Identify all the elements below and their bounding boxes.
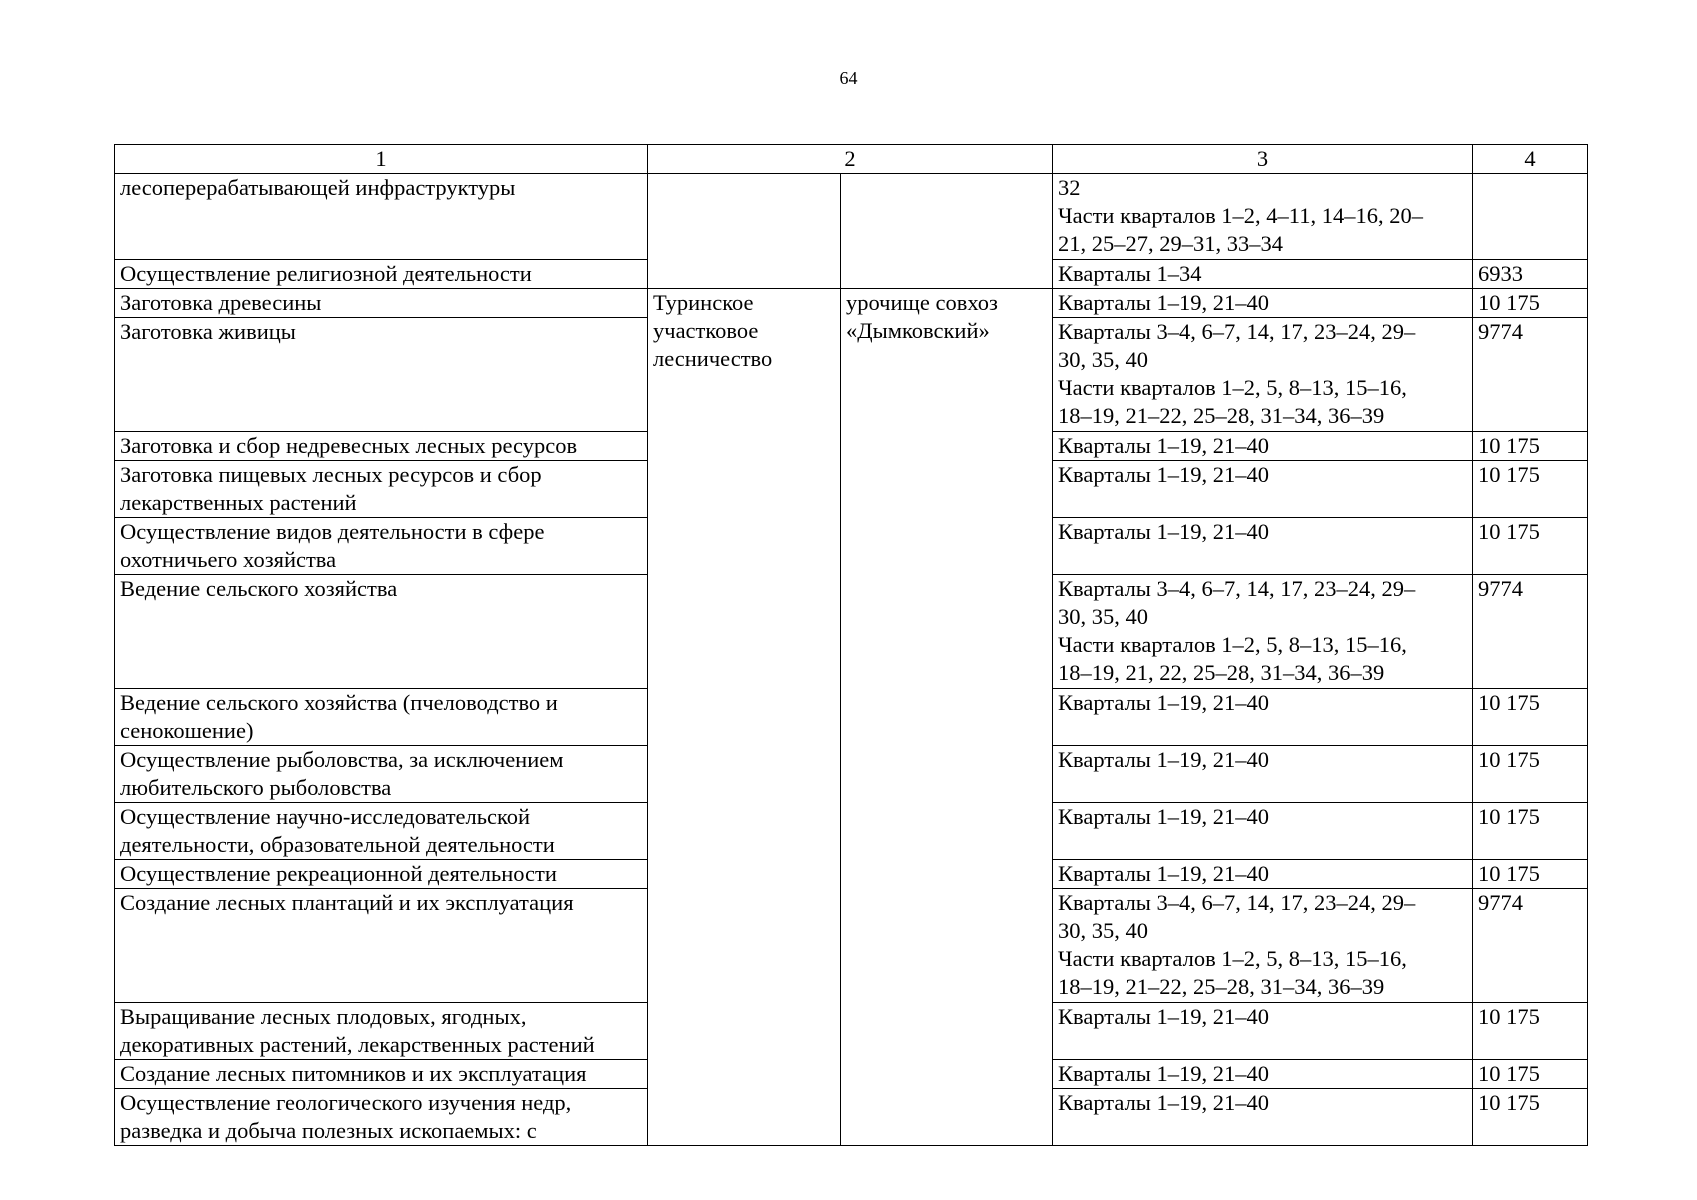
area-cell: 10 175: [1473, 289, 1588, 318]
quarters-cell: [1053, 432, 1473, 461]
activity-line: Заготовка и сбор недревесных лесных ресурсов: [120, 433, 578, 458]
quarters-cell: Кварталы 1–34: [1053, 260, 1473, 289]
activity-cell: лесоперерабатывающей инфраструктуры: [115, 174, 648, 260]
quarters-cell: [1053, 1060, 1473, 1089]
quarters-line: Кварталы 3–4, 6–7, 14, 17, 23–24, 29–: [1058, 890, 1416, 915]
quarters-cell: [1053, 746, 1473, 803]
quarters-cell: [1053, 689, 1473, 746]
quarters-line: Кварталы 1–19, 21–40: [1058, 804, 1270, 829]
area-cell: 10 175: [1473, 746, 1588, 803]
quarters-line: Кварталы 1–19, 21–40: [1058, 690, 1270, 715]
quarters-line: Кварталы 3–4, 6–7, 14, 17, 23–24, 29–: [1058, 319, 1416, 344]
area-cell: 10 175: [1473, 432, 1588, 461]
activity-line: Заготовка живицы: [120, 319, 296, 344]
area-cell: 10 175: [1473, 803, 1588, 860]
quarters-cell: [1053, 174, 1473, 260]
area-cell-empty: [1473, 174, 1588, 260]
area-cell: 9774: [1473, 318, 1588, 432]
quarters-cell: [1053, 289, 1473, 318]
activity-line: охотничьего хозяйства: [120, 547, 337, 572]
activity-cell: Осуществление религиозной деятельности: [115, 260, 648, 289]
quarters-cell: [1053, 1003, 1473, 1060]
activity-cell: [115, 889, 648, 1003]
quarters-line: Кварталы 1–19, 21–40: [1058, 861, 1270, 886]
activity-cell: [115, 1089, 648, 1146]
activity-line: Выращивание лесных плодовых, ягодных,: [120, 1004, 527, 1029]
quarters-line: Части кварталов 1–2, 5, 8–13, 15–16,: [1058, 946, 1407, 971]
activity-cell: [115, 289, 648, 318]
activity-line: лекарственных растений: [120, 490, 357, 515]
quarters-line: Кварталы 1–19, 21–40: [1058, 290, 1270, 315]
quarters-cell: [1053, 889, 1473, 1003]
activity-cell: [115, 461, 648, 518]
quarters-cell: [1053, 803, 1473, 860]
activity-cell: [115, 432, 648, 461]
forestry-cell: [648, 289, 841, 1146]
activity-line: деятельности, образовательной деятельности: [120, 832, 555, 857]
header-cell-3: 3: [1053, 145, 1473, 174]
header-cell-1: 1: [115, 145, 648, 174]
activity-line: Осуществление видов деятельности в сфере: [120, 519, 545, 544]
quarters-line: Кварталы 1–19, 21–40: [1058, 1090, 1270, 1115]
table-row-continuation: [115, 174, 1588, 260]
quarters-line: 30, 35, 40: [1058, 604, 1148, 629]
quarters-cell: [1053, 318, 1473, 432]
area-cell: 9774: [1473, 575, 1588, 689]
quarters-line: Части кварталов 1–2, 4–11, 14–16, 20–: [1058, 203, 1423, 228]
activity-cell: [115, 746, 648, 803]
activity-line: Ведение сельского хозяйства: [120, 576, 398, 601]
quarters-line: Части кварталов 1–2, 5, 8–13, 15–16,: [1058, 632, 1407, 657]
activity-line: Осуществление научно-исследовательской: [120, 804, 531, 829]
quarters-line: Кварталы 1–19, 21–40: [1058, 462, 1270, 487]
activity-line: Заготовка древесины: [120, 290, 322, 315]
activity-cell: [115, 689, 648, 746]
quarters-line: 21, 25–27, 29–31, 33–34: [1058, 231, 1283, 256]
activity-line: Создание лесных плантаций и их эксплуатация: [120, 890, 574, 915]
activity-cell: [115, 518, 648, 575]
area-cell: 10 175: [1473, 1089, 1588, 1146]
activity-cell: [115, 318, 648, 432]
quarters-cell: [1053, 518, 1473, 575]
quarters-line: Кварталы 1–19, 21–40: [1058, 747, 1270, 772]
activity-cell: [115, 1060, 648, 1089]
tract-cell: [841, 289, 1053, 1146]
activity-line: Заготовка пищевых лесных ресурсов и сбор: [120, 462, 542, 487]
activity-cell: [115, 575, 648, 689]
quarters-cell: [1053, 1089, 1473, 1146]
area-cell: 10 175: [1473, 1060, 1588, 1089]
activity-line: Осуществление геологического изучения недр,: [120, 1090, 572, 1115]
area-cell: 10 175: [1473, 461, 1588, 518]
activity-line: сенокошение): [120, 718, 254, 743]
quarters-line: Кварталы 1–19, 21–40: [1058, 519, 1270, 544]
quarters-line: Кварталы 1–19, 21–40: [1058, 1004, 1270, 1029]
area-cell: 10 175: [1473, 518, 1588, 575]
forestry-cell-empty: [648, 174, 841, 289]
activity-line: Осуществление рекреационной деятельности: [120, 861, 557, 886]
quarters-line: 32: [1058, 175, 1081, 200]
header-cell-4: 4: [1473, 145, 1588, 174]
activity-cell: [115, 860, 648, 889]
forestry-line: участковое: [653, 318, 759, 343]
area-cell: 10 175: [1473, 689, 1588, 746]
header-cell-2: 2: [648, 145, 1053, 174]
quarters-line: Части кварталов 1–2, 5, 8–13, 15–16,: [1058, 375, 1407, 400]
forestry-line: лесничество: [653, 346, 773, 371]
quarters-cell: [1053, 860, 1473, 889]
activity-line: Создание лесных питомников и их эксплуатация: [120, 1061, 587, 1086]
forestry-line: Туринское: [653, 290, 754, 315]
activity-line: Осуществление рыболовства, за исключением: [120, 747, 564, 772]
activity-line: любительского рыболовства: [120, 775, 392, 800]
quarters-line: 18–19, 21, 22, 25–28, 31–34, 36–39: [1058, 660, 1385, 685]
quarters-line: Кварталы 3–4, 6–7, 14, 17, 23–24, 29–: [1058, 576, 1416, 601]
area-cell: 10 175: [1473, 860, 1588, 889]
activity-cell: [115, 1003, 648, 1060]
quarters-line: 30, 35, 40: [1058, 347, 1148, 372]
page-number: 64: [839, 68, 858, 88]
quarters-line: Кварталы 1–19, 21–40: [1058, 1061, 1270, 1086]
table-row: [115, 289, 1588, 318]
activity-line: Ведение сельского хозяйства (пчеловодство и: [120, 690, 558, 715]
tract-line: урочище совхоз: [846, 290, 998, 315]
activity-line: разведка и добыча полезных ископаемых: с: [120, 1118, 537, 1143]
quarters-line: 18–19, 21–22, 25–28, 31–34, 36–39: [1058, 974, 1385, 999]
activity-cell: [115, 803, 648, 860]
activity-line: декоративных растений, лекарственных растений: [120, 1032, 595, 1057]
tract-cell-empty: [841, 174, 1053, 289]
forest-use-table: [114, 144, 1588, 1146]
area-cell: 10 175: [1473, 1003, 1588, 1060]
quarters-cell: [1053, 461, 1473, 518]
quarters-cell: [1053, 575, 1473, 689]
table-header-row: [115, 145, 1588, 174]
quarters-line: 18–19, 21–22, 25–28, 31–34, 36–39: [1058, 403, 1385, 428]
area-cell: 9774: [1473, 889, 1588, 1003]
area-cell: 6933: [1473, 260, 1588, 289]
quarters-line: Кварталы 1–19, 21–40: [1058, 433, 1270, 458]
tract-line: «Дымковский»: [846, 318, 990, 343]
quarters-line: 30, 35, 40: [1058, 918, 1148, 943]
